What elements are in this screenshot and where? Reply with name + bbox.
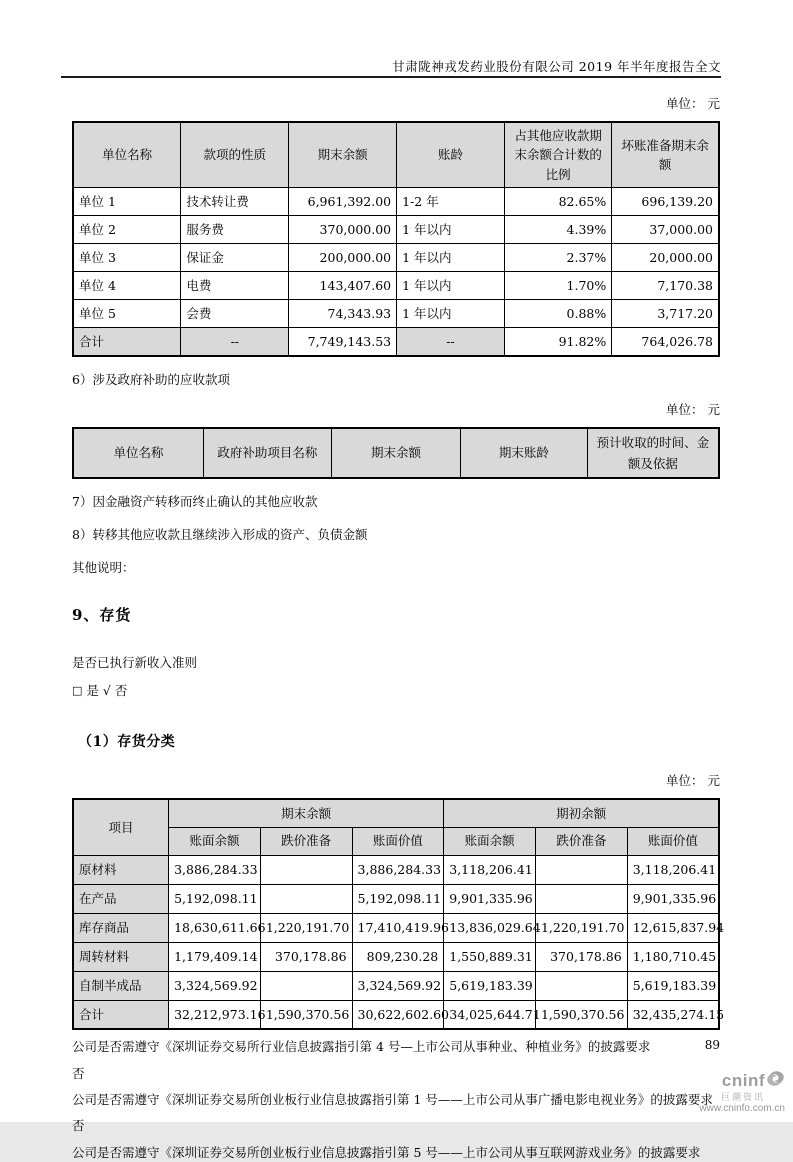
table-cell: 3,118,206.41	[444, 855, 536, 884]
table-cell: 在产品	[73, 884, 169, 913]
table-cell: 37,000.00	[612, 216, 719, 244]
table-cell: 5,619,183.39	[627, 971, 719, 1000]
table-cell: 91.82%	[505, 328, 612, 356]
note-7: 7）因金融资产转移而终止确认的其他应收款	[72, 494, 318, 510]
other-note-label: 其他说明：	[72, 560, 135, 576]
table-cell: 1,590,370.56	[535, 1000, 627, 1029]
table-cell: 电费	[181, 272, 289, 300]
table-cell: 143,407.60	[289, 272, 397, 300]
col-header: 政府补助项目名称	[203, 428, 331, 479]
col-header: 期末账龄	[461, 428, 588, 479]
table-cell: 1 年以内	[397, 216, 505, 244]
table-cell: 9,901,335.96	[627, 884, 719, 913]
header-rule	[61, 76, 721, 78]
table-cell: 原材料	[73, 855, 169, 884]
col-header: 期末余额	[289, 122, 397, 188]
unit-label: 单位： 元	[666, 773, 720, 789]
col-header: 账龄	[397, 122, 505, 188]
page-content	[72, 90, 725, 1162]
table-cell: 12,615,837.94	[627, 913, 719, 942]
table-cell: 1 年以内	[397, 300, 505, 328]
col-header: 期末余额	[331, 428, 460, 479]
col-header: 账面余额	[444, 827, 536, 855]
table-cell: 2.37%	[505, 244, 612, 272]
col-header: 跌价准备	[260, 827, 352, 855]
table-header-row	[73, 428, 719, 479]
table-row	[73, 272, 719, 300]
logo-chinese-name: 巨潮资讯	[720, 1092, 765, 1102]
table-cell: 保证金	[181, 244, 289, 272]
col-header: 占其他应收款期末余额合计数的比例	[505, 122, 612, 188]
sub-heading-inventory-classification: （1）存货分类	[78, 734, 176, 751]
table-cell: 1,180,710.45	[627, 942, 719, 971]
table-cell: 696,139.20	[612, 188, 719, 216]
table-total-row	[73, 328, 719, 356]
table-cell: 7,170.38	[612, 272, 719, 300]
table-header-row	[73, 122, 719, 188]
note-6: 6）涉及政府补助的应收款项	[72, 371, 230, 387]
table-cell: 809,230.28	[352, 942, 444, 971]
table-row	[73, 244, 719, 272]
table-cell: 82.65%	[505, 188, 612, 216]
compliance-answer: 否	[72, 1065, 85, 1081]
note-8: 8）转移其他应收款且继续涉入形成的资产、负债金额	[72, 527, 368, 543]
table-cell: 1,179,409.14	[169, 942, 261, 971]
table-row	[73, 1000, 719, 1029]
logo-brand-text: cninf	[721, 1071, 765, 1090]
col-header: 款项的性质	[181, 122, 289, 188]
compliance-line: 公司是否需遵守《深圳证券交易所创业板行业信息披露指引第 5 号——上市公司从事互联网游戏业务》的披露要求	[72, 1144, 701, 1160]
table-cell: 合计	[73, 1000, 169, 1029]
table-cell: 3,118,206.41	[627, 855, 719, 884]
inventory-classification-table	[72, 798, 725, 1030]
table-group-header-row	[73, 799, 719, 827]
table-cell: 32,212,973.16	[169, 1000, 261, 1029]
table-cell: --	[397, 328, 505, 356]
table-cell: 1.70%	[505, 272, 612, 300]
table-cell	[535, 884, 627, 913]
table-cell: 周转材料	[73, 942, 169, 971]
table-cell: 技术转让费	[181, 188, 289, 216]
compliance-answer: 否	[72, 1118, 85, 1134]
table-row	[73, 913, 719, 942]
table-row	[73, 942, 719, 971]
compliance-line: 公司是否需遵守《深圳证券交易所行业信息披露指引第 4 号—上市公司从事种业、种植业务》的披露要求	[72, 1039, 651, 1055]
col-group-header-ending: 期末余额	[169, 799, 444, 827]
table-cell: 3,324,569.92	[352, 971, 444, 1000]
no-label: 否	[114, 683, 128, 699]
table-subheader-row	[73, 827, 719, 855]
table-cell: 3,324,569.92	[169, 971, 261, 1000]
table-cell: 单位 5	[73, 300, 181, 328]
table-cell: 单位 1	[73, 188, 181, 216]
table-cell: --	[181, 328, 289, 356]
table-cell: 服务费	[181, 216, 289, 244]
table-cell: 7,749,143.53	[289, 328, 397, 356]
table-cell: 32,435,274.15	[627, 1000, 719, 1029]
table-cell: 单位 3	[73, 244, 181, 272]
section-heading-inventory: 9、存货	[72, 606, 132, 625]
table-cell: 74,343.93	[289, 300, 397, 328]
table-cell	[535, 855, 627, 884]
table-cell: 17,410,419.96	[352, 913, 444, 942]
table-cell: 1,220,191.70	[260, 913, 352, 942]
unit-label: 单位： 元	[666, 96, 720, 111]
table-cell: 370,178.86	[260, 942, 352, 971]
table-cell: 库存商品	[73, 913, 169, 942]
table-row	[73, 884, 719, 913]
cninfo-logo	[685, 1069, 785, 1114]
new-revenue-standard-question: 是否已执行新收入准则	[72, 655, 198, 671]
swirl-icon	[766, 1069, 785, 1092]
table-cell: 34,025,644.71	[444, 1000, 536, 1029]
table-cell: 5,192,098.11	[169, 884, 261, 913]
table-cell: 3,717.20	[612, 300, 719, 328]
table-cell: 5,192,098.11	[352, 884, 444, 913]
table-cell: 1,590,370.56	[260, 1000, 352, 1029]
table-cell: 3,886,284.33	[352, 855, 444, 884]
table-cell: 1-2 年	[397, 188, 505, 216]
col-header: 跌价准备	[535, 827, 627, 855]
table-cell	[260, 884, 352, 913]
table-cell	[260, 971, 352, 1000]
table-cell: 9,901,335.96	[444, 884, 536, 913]
table-cell: 自制半成品	[73, 971, 169, 1000]
col-header-item: 项目	[73, 799, 169, 855]
logo-url: www.cninfo.com.cn	[699, 1103, 785, 1114]
table-cell: 18,630,611.66	[169, 913, 261, 942]
col-header: 账面价值	[627, 827, 719, 855]
table-cell: 1,550,889.31	[444, 942, 536, 971]
col-header: 预计收取的时间、金额及依据	[587, 428, 719, 479]
table-cell	[260, 855, 352, 884]
page-number: 89	[704, 1038, 720, 1052]
table-row	[73, 216, 719, 244]
table-cell: 单位 2	[73, 216, 181, 244]
col-header: 账面余额	[169, 827, 261, 855]
table-cell: 合计	[73, 328, 181, 356]
table-cell: 30,622,602.60	[352, 1000, 444, 1029]
government-subsidy-receivables-table	[72, 427, 720, 480]
yes-label: 是	[86, 683, 99, 699]
table-cell	[535, 971, 627, 1000]
col-header: 账面价值	[352, 827, 444, 855]
table-cell: 764,026.78	[612, 328, 719, 356]
receivables-by-unit-table	[72, 121, 720, 357]
table-cell: 370,000.00	[289, 216, 397, 244]
check-mark-icon: √	[102, 683, 111, 699]
col-group-header-beginning: 期初余额	[444, 799, 719, 827]
table-cell: 200,000.00	[289, 244, 397, 272]
table-cell: 0.88%	[505, 300, 612, 328]
col-header: 单位名称	[73, 428, 203, 479]
table-row	[73, 971, 719, 1000]
table-cell: 单位 4	[73, 272, 181, 300]
table-cell: 370,178.86	[535, 942, 627, 971]
table-row	[73, 188, 719, 216]
col-header: 坏账准备期末余额	[612, 122, 719, 188]
compliance-statements	[72, 1037, 720, 1162]
table-cell: 5,619,183.39	[444, 971, 536, 1000]
table-cell: 会费	[181, 300, 289, 328]
table-cell: 13,836,029.64	[444, 913, 536, 942]
report-header-title: 甘肃陇神戎发药业股份有限公司 2019 年半年度报告全文	[392, 59, 721, 74]
table-row	[73, 300, 719, 328]
checkbox-unchecked-icon: □	[72, 684, 83, 698]
table-cell: 4.39%	[505, 216, 612, 244]
unit-label: 单位： 元	[666, 401, 720, 417]
table-cell: 1 年以内	[397, 244, 505, 272]
table-cell: 20,000.00	[612, 244, 719, 272]
table-cell: 1 年以内	[397, 272, 505, 300]
col-header: 单位名称	[73, 122, 181, 188]
compliance-line: 公司是否需遵守《深圳证券交易所创业板行业信息披露指引第 1 号——上市公司从事广播电影电视业务》的披露要求	[72, 1091, 713, 1107]
table-cell: 3,886,284.33	[169, 855, 261, 884]
yes-no-answer-line	[72, 681, 720, 699]
table-cell: 1,220,191.70	[535, 913, 627, 942]
table-cell: 6,961,392.00	[289, 188, 397, 216]
table-row	[73, 855, 719, 884]
